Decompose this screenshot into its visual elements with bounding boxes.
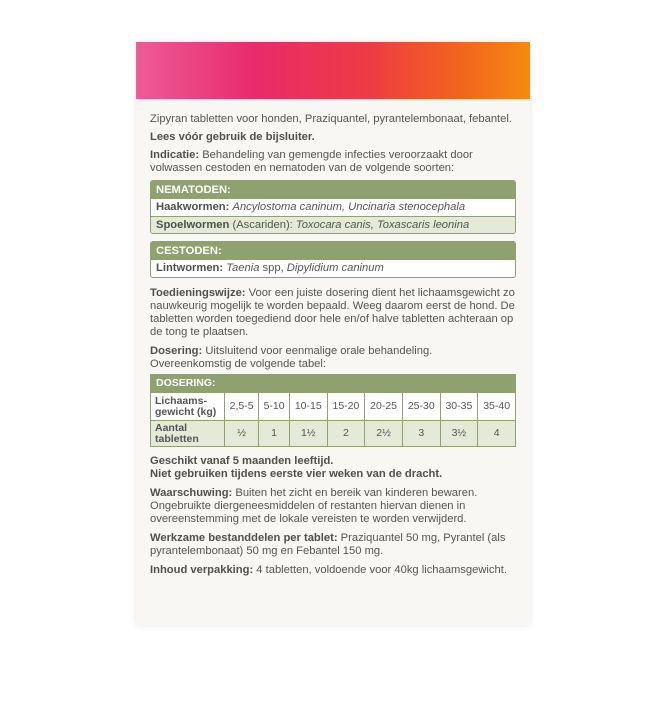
ingredients-label: Werkzame bestanddelen per tablet: xyxy=(150,532,338,544)
warning-section xyxy=(150,487,516,526)
tablets-cell: 1 xyxy=(259,421,290,447)
tablets-cell: ½ xyxy=(225,421,259,447)
indication-text: Behandeling van gemengde infecties veroorzaakt door volwassen cestoden en nematoden van de volgende soorten: xyxy=(150,149,473,174)
tablets-cell: 1½ xyxy=(289,421,327,447)
dosage-section xyxy=(150,345,516,371)
administration-text: Voor een juiste dosering dient het lichaamsgewicht zo nauwkeurig mogelijk te worden bepaald. Weeg daarom eerst de hond. De tabletten worden toegediend door hele en/of halve tabletten achteraan op de tong te plaatsen. xyxy=(150,287,515,338)
contents-label: Inhoud verpakking: xyxy=(150,564,254,576)
contents-text: 4 tabletten, voldoende voor 40kg lichaamsgewicht. xyxy=(256,564,507,576)
leaflet-card xyxy=(136,42,530,625)
weight-row xyxy=(151,393,516,421)
contents-section xyxy=(150,564,516,577)
hookworms-row: Haakwormen: Ancylostoma caninum, Uncinaria stenocephala xyxy=(156,201,466,213)
administration-section xyxy=(150,287,516,339)
cestodes-header: CESTODEN: xyxy=(151,242,515,260)
weight-cell: 30-35 xyxy=(440,393,478,421)
roundworms-row: Spoelwormen (Ascariden): Toxocara canis, Toxascaris leonina xyxy=(151,216,515,233)
dosage-label: Dosering: xyxy=(150,345,203,357)
weight-cell: 35-40 xyxy=(478,393,516,421)
weight-row-label: Lichaams-gewicht (kg) xyxy=(151,393,225,421)
weight-cell: 5-10 xyxy=(259,393,290,421)
weight-cell: 25-30 xyxy=(402,393,440,421)
gradient-banner xyxy=(136,42,530,99)
nematodes-header: NEMATODEN: xyxy=(151,181,515,199)
weight-cell: 2,5-5 xyxy=(225,393,259,421)
tablets-cell: 3 xyxy=(402,421,440,447)
ingredients-text: Praziquantel 50 mg, Pyrantel (als pyrantelembonaat) 50 mg en Febantel 150 mg. xyxy=(150,532,506,557)
tablets-cell: 3½ xyxy=(440,421,478,447)
ingredients-section xyxy=(150,532,516,558)
weight-cell: 10-15 xyxy=(289,393,327,421)
tapeworms-row: Lintwormen: Taenia spp, Dipylidium caninum xyxy=(156,262,384,274)
indication-label: Indicatie: xyxy=(150,149,200,161)
leaflet-content xyxy=(136,99,530,577)
tablets-cell: 2 xyxy=(327,421,365,447)
indication-section xyxy=(150,149,516,175)
tablets-cell: 4 xyxy=(478,421,516,447)
tablets-row xyxy=(151,421,516,447)
dosage-table-header: DOSERING: xyxy=(151,375,516,393)
weight-cell: 20-25 xyxy=(365,393,403,421)
tablets-row-label: Aantal tabletten xyxy=(151,421,225,447)
warning-label: Waarschuwing: xyxy=(150,487,233,499)
dosage-text: Uitsluitend voor eenmalige orale behandeling. Overeenkomstig de volgende tabel: xyxy=(150,345,433,370)
cestodes-box xyxy=(150,241,516,278)
read-leaflet-notice: Lees vóór gebruik de bijsluiter. xyxy=(150,131,315,143)
suitability-notes: Geschikt vanaf 5 maanden leeftijd. Niet gebruiken tijdens eerste vier weken van de dracht. xyxy=(150,455,443,480)
nematodes-box xyxy=(150,180,516,234)
tablets-cell: 2½ xyxy=(365,421,403,447)
weight-cell: 15-20 xyxy=(327,393,365,421)
dosage-table xyxy=(150,374,516,447)
product-description: Zipyran tabletten voor honden, Praziquantel, pyrantelembonaat, febantel. xyxy=(150,113,512,125)
warning-text: Buiten het zicht en bereik van kinderen bewaren. Ongebruikte diergeneesmiddelen of restanten hiervan dienen in overeenstemming met de lokale vereisten te worden verwijderd. xyxy=(150,487,478,525)
administration-label: Toedieningswijze: xyxy=(150,287,246,299)
